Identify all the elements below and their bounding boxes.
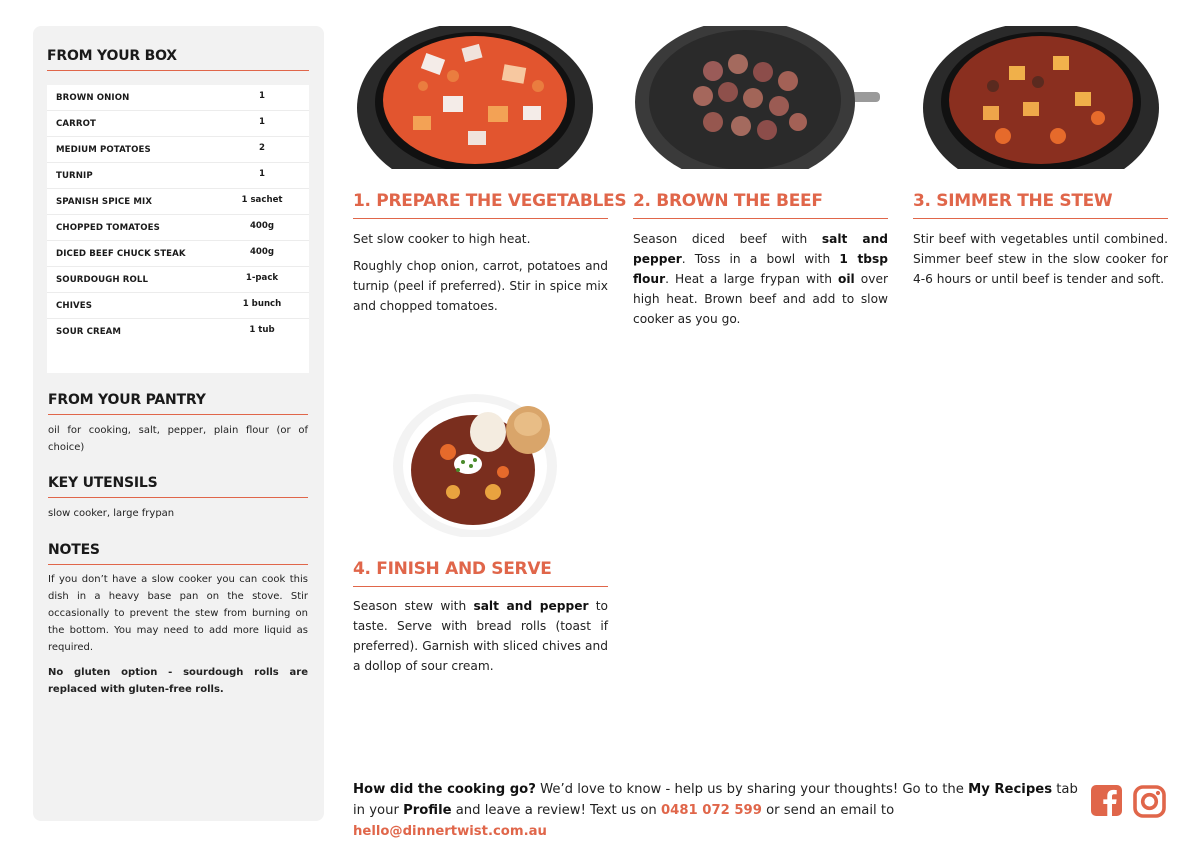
heading-rule [48, 564, 308, 565]
ingredient-name: MEDIUM POTATOES [56, 145, 151, 155]
notes-heading: NOTES [48, 542, 100, 558]
step-4-text: Season stew with salt and pepper to taste. Serve with bread rolls (toast if preferred). Garnish with sliced chives and a dollop of sour cream. [353, 599, 609, 673]
from-your-pantry-heading: FROM YOUR PANTRY [48, 392, 206, 408]
my-recipes-label: My Recipes [968, 782, 1053, 797]
ingredient-qty: 1 [259, 169, 265, 179]
ingredient-row [47, 111, 309, 137]
notes-gluten-text: No gluten option - sourdough rolls are replaced with gluten-free rolls. [48, 667, 308, 695]
step-2-title: 2. BROWN THE BEEF [633, 191, 823, 211]
step-1-text-1: Set slow cooker to high heat. [353, 232, 531, 246]
ingredient-qty: 1 tub [249, 325, 275, 335]
brown-beef-photo [633, 26, 881, 169]
finish-serve-photo [393, 392, 563, 537]
ingredient-name: CHOPPED TOMATOES [56, 223, 160, 233]
step-3-text: Stir beef with vegetables until combined. Simmer beef stew in the slow cooker for 4-6 hours or until beef is tender and soft. [913, 232, 1168, 286]
ingredient-qty: 1-pack [245, 273, 279, 283]
ingredients-sidebar [33, 26, 324, 821]
ingredient-row [47, 267, 309, 293]
ingredient-qty: 400g [249, 247, 275, 257]
ingredient-row [47, 241, 309, 267]
step-3-title: 3. SIMMER THE STEW [913, 191, 1113, 211]
step-rule [913, 218, 1168, 219]
ingredient-name: BROWN ONION [56, 93, 130, 103]
simmer-stew-photo [913, 26, 1161, 169]
pantry-text: oil for cooking, salt, pepper, plain flour (or of choice) [48, 425, 308, 453]
ingredient-row [47, 293, 309, 319]
ingredient-name: SPANISH SPICE MIX [56, 197, 153, 207]
ingredient-row [47, 189, 309, 215]
ingredient-name: TURNIP [56, 171, 93, 181]
ingredient-row [47, 215, 309, 241]
step-rule [353, 586, 608, 587]
step-1-text-2: Roughly chop onion, carrot, potatoes and turnip (peel if preferred). Stir in spice mix and chopped tomatoes. [353, 259, 608, 313]
instagram-icon[interactable] [1133, 785, 1166, 818]
step-2-text: Season diced beef with salt and pepper. Toss in a bowl with 1 tbsp flour. Heat a large frypan with oil over high heat. Brown beef and add to slow cooker as you go. [633, 232, 888, 326]
step-4-title: 4. FINISH AND SERVE [353, 559, 552, 579]
heading-rule [47, 70, 309, 71]
step-1-title: 1. PREPARE THE VEGETABLES [353, 191, 627, 211]
feedback-footer: How did the cooking go? We’d love to know - help us by sharing your thoughts! Go to the My Recipes tab in your Profile and leave a review! Text us on 0481 072 599 or send an email to hello@dinnertwist.com.au [353, 782, 1078, 839]
notes-text: If you don’t have a slow cooker you can cook this dish in a heavy base pan on the stove. Stir occasionally to prevent the stew from burning on the bottom. You may need to add more liquid as required. [48, 574, 308, 653]
from-your-box-heading: FROM YOUR BOX [47, 48, 177, 64]
ingredient-name: SOUR CREAM [56, 327, 122, 337]
phone-number-link[interactable]: 0481 072 599 [660, 803, 762, 818]
ingredient-name: CARROT [56, 119, 96, 129]
ingredient-qty: 2 [259, 143, 265, 153]
email-link[interactable]: hello@dinnertwist.com.au [353, 824, 547, 839]
ingredient-row [47, 137, 309, 163]
heading-rule [48, 497, 308, 498]
ingredient-qty: 1 bunch [242, 299, 282, 309]
ingredient-name: SOURDOUGH ROLL [56, 275, 149, 285]
utensils-text: slow cooker, large frypan [48, 508, 175, 519]
ingredient-name: CHIVES [56, 301, 93, 311]
ingredient-name: DICED BEEF CHUCK STEAK [56, 249, 186, 259]
ingredient-row [47, 163, 309, 189]
ingredient-qty: 1 sachet [241, 195, 283, 205]
step-rule [633, 218, 888, 219]
heading-rule [48, 414, 308, 415]
ingredient-qty: 1 [259, 91, 265, 101]
footer-question: How did the cooking go? [353, 782, 536, 797]
ingredient-qty: 1 [259, 117, 265, 127]
ingredient-qty: 400g [249, 221, 275, 231]
ingredients-table [47, 85, 309, 373]
facebook-icon[interactable] [1091, 785, 1122, 816]
ingredient-row [47, 319, 309, 345]
key-utensils-heading: KEY UTENSILS [48, 475, 158, 491]
profile-label: Profile [403, 803, 452, 818]
prepare-vegetables-photo [353, 26, 601, 169]
step-rule [353, 218, 608, 219]
ingredient-row [47, 85, 309, 111]
